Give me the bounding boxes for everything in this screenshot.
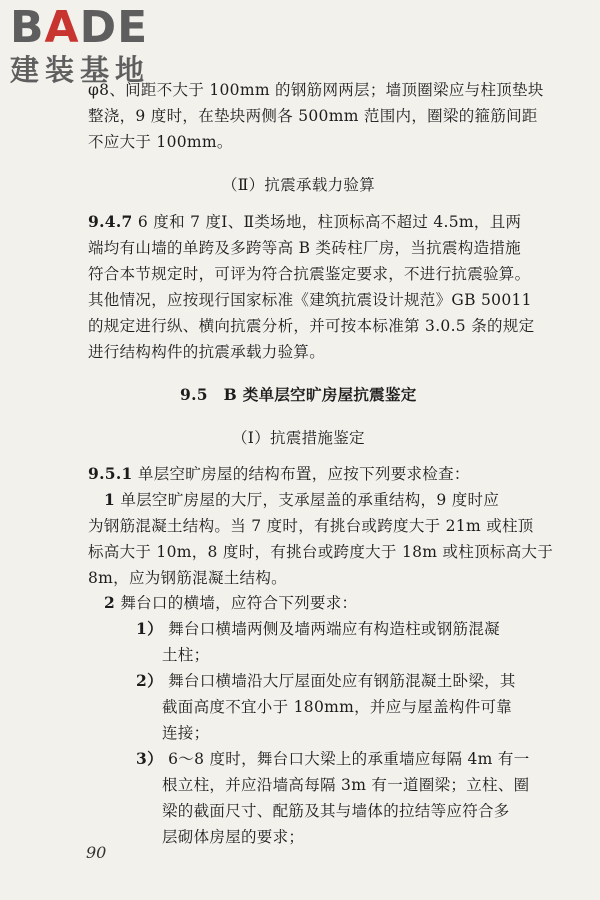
sub-item-number: 3） [136,749,163,768]
clause-951 [88,464,470,484]
section-heading: 9.5 B 类单层空旷房屋抗震鉴定 [180,385,417,404]
text-line: 舞台口的横墙，应符合下列要求： [120,594,358,612]
logo-accent-letter: A [44,2,80,53]
item-number: 1 [104,490,116,509]
text-line: 8m，应为钢筋混凝土结构。 [88,569,287,587]
list-item [104,593,357,613]
text-line: 的规定进行纵、横向抗震分析，并可按本标准第 3.0.5 条的规定 [88,317,535,335]
text-line: 标高大于 10m，8 度时，有挑台或跨度大于 18m 或柱顶标高大于 [88,543,554,561]
text-line: 单层空旷房屋的大厅，支承屋盖的承重结构，9 度时应 [120,491,500,509]
sub-item [136,749,530,769]
text-line: φ8、间距不大于 100mm 的钢筋网两层；墙顶圈梁应与柱顶垫块 [88,81,544,99]
clause-number: 9.4.7 [88,212,133,231]
logo-latin: BADE [10,2,149,53]
page-number: 90 [86,843,107,862]
text-line: 进行结构构件的抗震承载力验算。 [88,343,326,361]
sub-item-number: 1） [136,619,163,638]
text-line: 层砌体房屋的要求； [162,828,305,846]
sub-item [136,619,500,639]
text-line: 符合本节规定时，可评为符合抗震鉴定要求，不进行抗震验算。 [88,265,531,283]
list-item [104,490,499,510]
text-line: 其他情况，应按现行国家标准《建筑抗震设计规范》GB 50011 [88,291,532,309]
text-line: 根立柱，并应沿墙高每隔 3m 有一道圈梁；立柱、圈 [162,776,530,794]
text-line: 6～8 度时，舞台口大梁上的承重墙应每隔 4m 有一 [168,750,530,768]
text-line: 连接； [162,724,210,742]
text-line: 单层空旷房屋的结构布置，应按下列要求检查： [137,465,470,483]
text-line: 梁的截面尺寸、配筋及其与墙体的拉结等应符合多 [162,802,510,820]
text-line: 整浇，9 度时，在垫块两侧各 500mm 范围内，圈梁的箍筋间距 [88,107,538,125]
sub-item [136,671,516,691]
subsection-heading: （Ⅰ）抗震措施鉴定 [232,429,365,447]
item-number: 2 [104,593,116,612]
sub-item-number: 2） [136,671,163,690]
clause-number: 9.5.1 [88,464,133,483]
text-line: 6 度和 7 度Ⅰ、Ⅱ类场地，柱顶标高不超过 4.5m，且两 [137,213,522,231]
text-line: 土柱； [162,646,210,664]
clause-947 [88,212,521,232]
text-line: 端均有山墙的单跨及多跨等高 B 类砖柱厂房，当抗震构造措施 [88,239,521,257]
subsection-heading: （Ⅱ）抗震承载力验算 [222,176,376,194]
logo-chinese: 建装基地 [10,53,151,87]
text-line: 为钢筋混凝土结构。当 7 度时，有挑台或跨度大于 21m 或柱顶 [88,517,534,535]
text-line: 截面高度不宜小于 180mm，并应与屋盖构件可靠 [162,698,513,716]
brand-logo [10,4,175,86]
text-line: 不应大于 100mm。 [88,133,233,151]
text-line: 舞台口横墙沿大厅屋面处应有钢筋混凝土卧梁，其 [168,672,516,690]
text-line: 舞台口横墙两侧及墙两端应有构造柱或钢筋混凝 [168,620,500,638]
